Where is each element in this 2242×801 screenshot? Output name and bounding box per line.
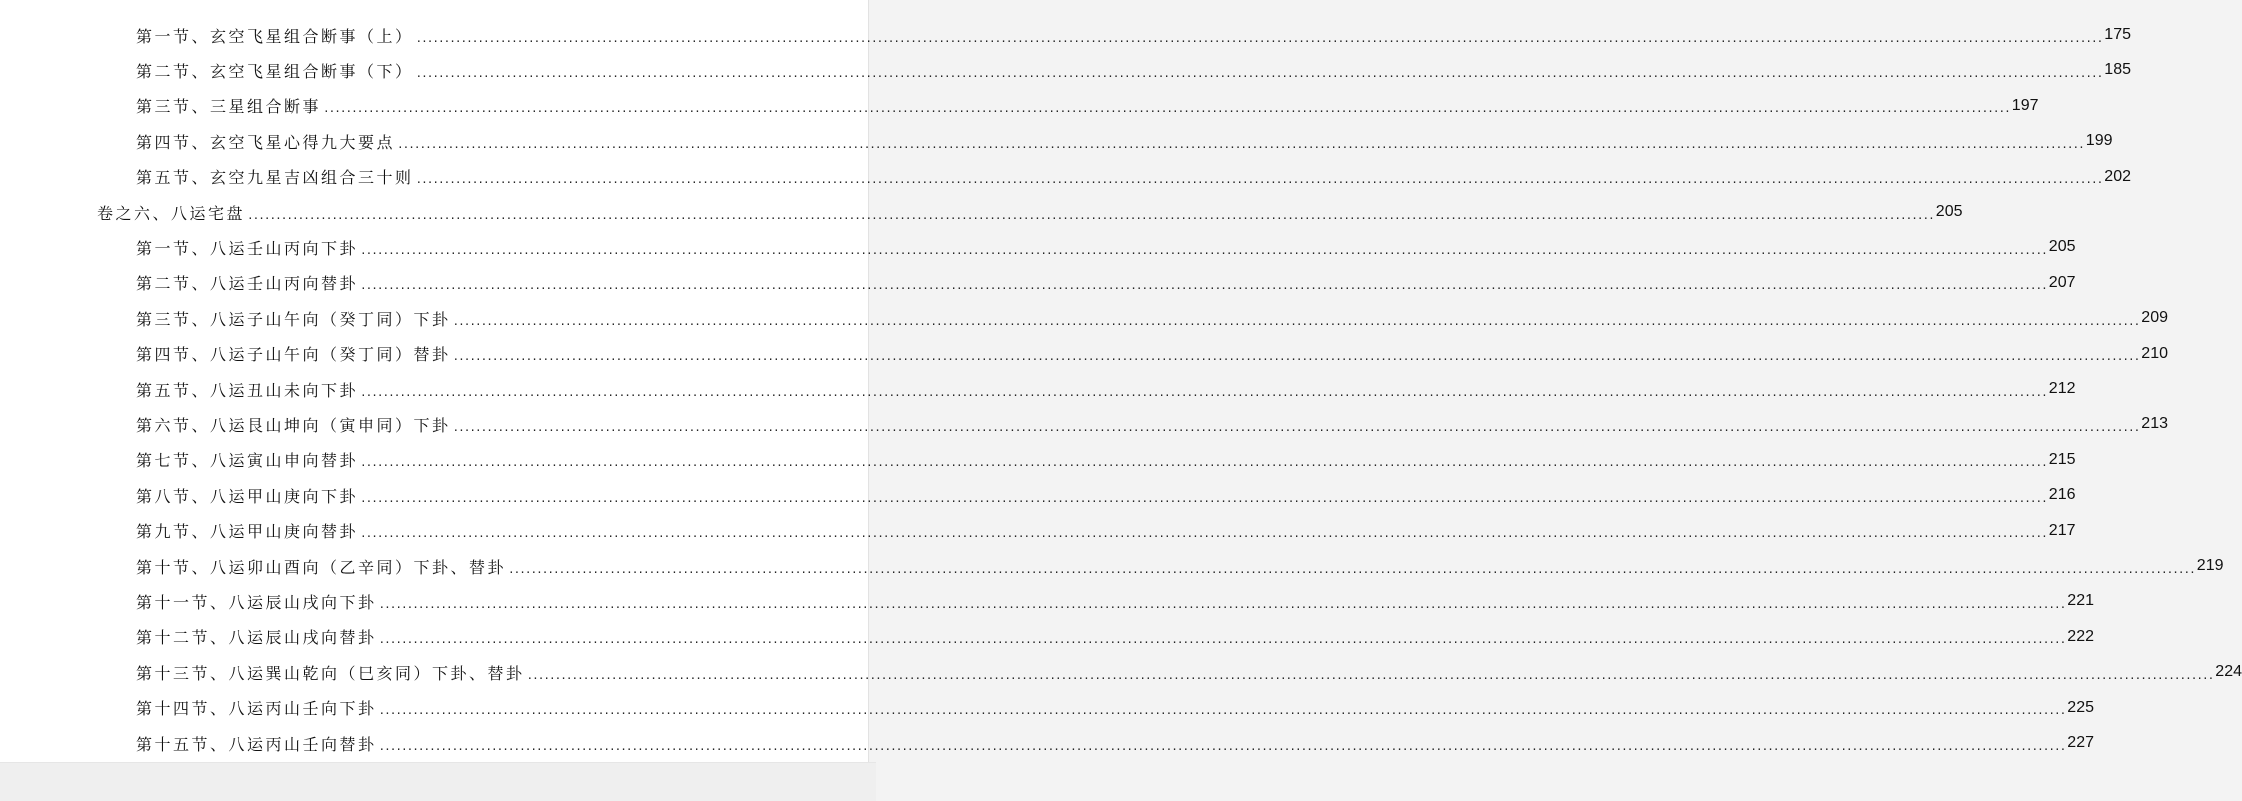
toc-entry-page-number: 212 [2048,380,2076,397]
toc-entry-page-number: 202 [2104,167,2131,185]
toc-dot-leader: ............................................................................................................................................................................................................................................................................................................ [360,527,2047,541]
toc-entry-page-number: 197 [2011,96,2039,114]
toc-dot-leader: ............................................................................................................................................................................................................................................................................................................ [452,350,2140,364]
toc-entry-page-number: 175 [2104,26,2131,43]
toc-entry[interactable] [136,443,2076,477]
toc-dot-leader: ............................................................................................................................................................................................................................................................................................................ [397,137,2084,151]
toc-entry[interactable] [136,620,2094,654]
toc-entry-page-number: 185 [2104,61,2131,79]
toc-entry-title: 第十四节、八运丙山壬向下卦 [136,699,377,719]
toc-dot-leader: ............................................................................................................................................................................................................................................................................................................ [415,66,2103,80]
toc-entry-title: 第五节、八运丑山未向下卦 [136,380,359,400]
toc-entry[interactable] [136,655,2242,689]
toc-entry-title: 第二节、玄空飞星组合断事（下） [136,61,414,81]
toc-entry[interactable] [136,337,2168,371]
toc-entry-page-number: 210 [2141,344,2168,362]
toc-dot-leader: ............................................................................................................................................................................................................................................................................................................ [360,243,2047,257]
toc-dot-leader: ............................................................................................................................................................................................................................................................................................................ [378,597,2066,611]
toc-dot-leader: ............................................................................................................................................................................................................................................................................................................ [360,279,2047,293]
toc-entry[interactable] [136,18,2131,52]
toc-entry[interactable] [136,549,2224,583]
toc-dot-leader: ............................................................................................................................................................................................................................................................................................................ [415,31,2103,45]
toc-entry[interactable] [136,584,2094,618]
toc-entry-page-number: 224 [2215,663,2242,681]
toc-entry-page-number: 225 [2067,698,2094,716]
toc-entry[interactable] [97,195,1963,229]
toc-entry[interactable] [136,230,2076,264]
toc-entry-title: 第十一节、八运辰山戌向下卦 [136,592,377,612]
toc-entry-page-number: 199 [2085,132,2113,150]
toc-entry-title: 第十节、八运卯山酉向（乙辛同）下卦、替卦 [136,557,507,577]
toc-entry-page-number: 215 [2048,450,2076,468]
toc-entry-title: 第三节、三星组合断事 [136,97,322,117]
toc-dot-leader: ............................................................................................................................................................................................................................................................................................................ [508,562,2195,576]
toc-entry[interactable] [136,160,2131,194]
toc-dot-leader: ............................................................................................................................................................................................................................................................................................................ [360,491,2047,505]
toc-entry-page-number: 205 [1935,203,1963,220]
toc-entry-page-number: 222 [2067,627,2094,645]
toc-entry[interactable] [136,407,2168,441]
toc-dot-leader: ............................................................................................................................................................................................................................................................................................................ [452,314,2140,328]
toc-dot-leader: ............................................................................................................................................................................................................................................................................................................ [378,704,2066,718]
toc-dot-leader: ............................................................................................................................................................................................................................................................................................................ [360,385,2047,399]
toc-dot-leader: ............................................................................................................................................................................................................................................................................................................ [415,173,2103,187]
toc-entry-page-number: 213 [2141,415,2168,433]
viewer-bottom-bar [0,762,876,801]
toc-entry-title: 第四节、八运子山午向（癸丁同）替卦 [136,345,451,365]
toc-entry[interactable] [136,266,2076,300]
toc-entry-page-number: 219 [2196,557,2224,574]
toc-entry-page-number: 221 [2067,592,2094,610]
toc-dot-leader: ............................................................................................................................................................................................................................................................................................................ [323,102,2010,116]
toc-entry-page-number: 227 [2067,734,2094,751]
toc-entry-title: 第六节、八运艮山坤向（寅申同）下卦 [136,415,451,435]
toc-entry-title: 第十二节、八运辰山戌向替卦 [136,628,377,648]
toc-entry-title: 第十五节、八运丙山壬向替卦 [136,734,377,754]
toc-dot-leader: ............................................................................................................................................................................................................................................................................................................ [378,633,2066,647]
toc-entry[interactable] [136,514,2076,548]
toc-entry-title: 第七节、八运寅山申向替卦 [136,451,359,471]
toc-entry-title: 第四节、玄空飞星心得九大要点 [136,132,396,152]
toc-entry-title: 第三节、八运子山午向（癸丁同）下卦 [136,309,451,329]
toc-entry[interactable] [136,53,2131,87]
toc-entry-title: 第一节、玄空飞星组合断事（上） [136,26,414,46]
toc-entry-page-number: 207 [2048,273,2076,291]
toc-dot-leader: ............................................................................................................................................................................................................................................................................................................ [360,456,2047,470]
toc-entry[interactable] [136,301,2168,335]
toc-entry-title: 第二节、八运壬山丙向替卦 [136,274,359,294]
toc-entry-page-number: 217 [2048,521,2076,539]
toc-entry-title: 卷之六、八运宅盘 [97,203,246,223]
toc-dot-leader: ............................................................................................................................................................................................................................................................................................................ [378,739,2066,753]
toc-entry[interactable] [136,726,2094,760]
toc-entry-title: 第一节、八运壬山丙向下卦 [136,238,359,258]
toc-entry[interactable] [136,124,2113,158]
toc-entry-page-number: 205 [2048,238,2076,256]
toc-dot-leader: ............................................................................................................................................................................................................................................................................................................ [247,208,1934,222]
toc-entry[interactable] [136,89,2039,123]
toc-entry-title: 第十三节、八运巽山乾向（巳亥同）下卦、替卦 [136,663,525,683]
toc-entry[interactable] [136,691,2094,725]
toc-entry-page-number: 216 [2048,486,2076,504]
toc-entry[interactable] [136,478,2076,512]
toc-entry-page-number: 209 [2141,309,2168,327]
toc-entry-title: 第八节、八运甲山庚向下卦 [136,486,359,506]
toc-dot-leader: ............................................................................................................................................................................................................................................................................................................ [452,420,2140,434]
toc-dot-leader: ............................................................................................................................................................................................................................................................................................................ [526,668,2214,682]
toc-entry[interactable] [136,372,2076,406]
toc-entry-title: 第五节、玄空九星吉凶组合三十则 [136,168,414,188]
toc-entry-title: 第九节、八运甲山庚向替卦 [136,522,359,542]
